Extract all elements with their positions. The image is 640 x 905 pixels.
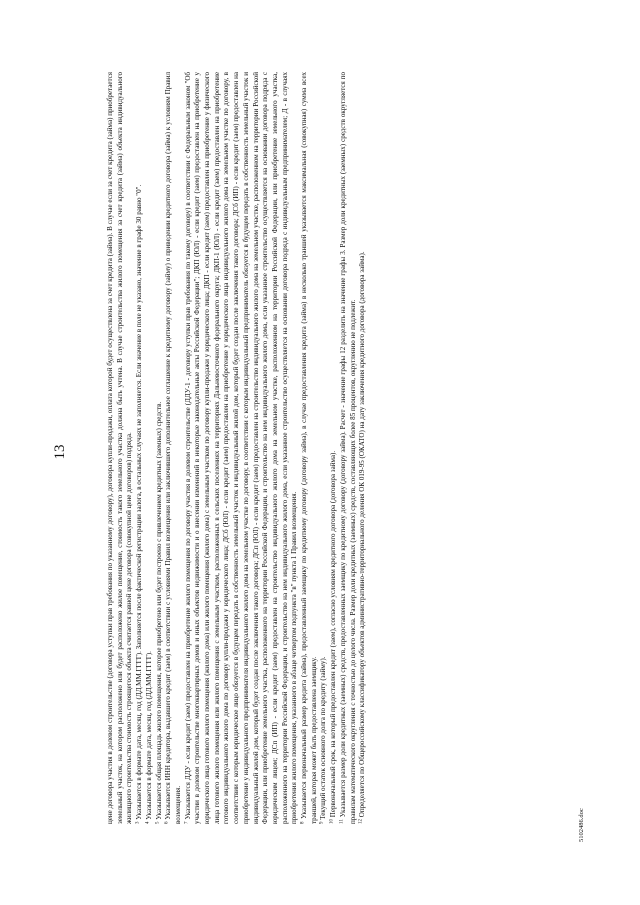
footnote-text: Указывается размер доли кредитных (заемных) средств, предоставленных заемщику по кредитному договору (договору займа). Расчет - значение графы 12 разделить на значение графы 3. Размер доли кредитных (заемных) средств округляется по правилам математического округления с точностью до целого числа. Размер доли кредитных (заемных) средств, составляющих более 85 процентов, округлению не подлежит. bbox=[338, 72, 357, 824]
footnote bbox=[329, 72, 339, 824]
footnote-number: 5 bbox=[155, 821, 161, 824]
footnote-number: 12 bbox=[358, 819, 364, 824]
document-id: 5102486.doc bbox=[578, 808, 585, 842]
rotated-page-content bbox=[50, 62, 590, 842]
footnote bbox=[339, 72, 358, 824]
footnote-text: Указывается общая площадь жилого помещения, которое приобретено или будет построено с привлечением кредитных (заемных) средств. bbox=[154, 401, 163, 822]
footnote-text: Указывается ИНН кредитора, выдавшего кредит (заем) в соответствии с условиями Правил возмещения или заключившего дополнительное соглашение к кредитному договору (займу) о приведении кредитного договора (займа) к условиям Правил возмещения. bbox=[164, 72, 182, 824]
footnote bbox=[358, 72, 368, 824]
footnote-number: 10 bbox=[329, 819, 335, 824]
footnote-number: 6 bbox=[164, 821, 170, 824]
footnote-number: 11 bbox=[339, 819, 345, 824]
page-number: 13 bbox=[52, 444, 68, 460]
footnote bbox=[145, 72, 155, 824]
footnote-number: 9 bbox=[319, 821, 325, 824]
footnote-text: Указывается первоначальный размер кредита (займа), предоставленный заемщику по кредитному договору (договору займа), в случае предоставления кредита (займа) в несколько траншей указывается максимальная (совокупная) сумма всех траншей, которая может быть предоставлена заемщику. bbox=[300, 72, 318, 824]
footnote bbox=[135, 72, 145, 824]
intro-paragraph: цене договора участия в долевом строительстве (договора уступки прав требования по указанному договору), договора купли-продажи, оплата которой будет осуществлена за счет кредита (займа). В случае если за счет кредита (займа) приобретается земельный участок, на котором расположено или будет расположено жилое помещение, стоимость такого земельного участка должна быть учтена. В случае строительства жилого помещения за счет кредита (займа) объекта индивидуального жилищного строительства стоимость строящегося объекта считается равной цене договора (совокупной цене договоров) подряда. bbox=[106, 72, 134, 824]
footnote bbox=[155, 72, 165, 824]
footnote-number: 8 bbox=[300, 821, 306, 824]
footnote-text: Указывается в формате дата, месяц, год (ДД.ММ.ГГГГ). Заполняется после фактической регистрации залога, в остальных случаях не заполняется. Если значение в поле не указано, значение в графе 30 равно "0". bbox=[135, 184, 144, 822]
footnote-text: Определяется по Общероссийскому классификатору объектов административно-территориального деления ОК 019-95 (ОКАТО) на дату заключения кредитного договора (договора займа). bbox=[358, 251, 367, 819]
footnote bbox=[184, 72, 300, 824]
footnote bbox=[319, 72, 329, 824]
footnote-text: Текущий остаток основного долга по кредиту (займу). bbox=[319, 656, 328, 822]
footnotes-list bbox=[135, 72, 368, 824]
footnote-number: 3 bbox=[135, 821, 141, 824]
footnote-number: 7 bbox=[184, 821, 190, 824]
footnote-text: Указывается ДДУ - если кредит (заем) предоставлен на приобретение жилого помещения по договору участия в долевом строительстве (ДДУ-1 - договору уступки прав требования по такому договору) в соответствии с Федеральным законом "Об участии в долевом строительстве многоквартирных домов и иных объектов недвижимости и о внесении изменений в некоторые законодательные акты Российской Федерации"; ДКП (ЮЛ) - если кредит (заем) предоставлен на приобретение у юридического лица готового жилого помещения (жилого дома) или жилого помещения (жилого дома) с земельным участком по договору купли-продажи у юридического лица; ДКП - если кредит (заем) предоставлен на приобретение у физического лица готового жилого помещения или жилого помещения с земельным участком, расположенных в сельских поселениях на территориях Дальневосточного федерального округа; ДКП-1 (ЮЛ) - если кредит (заем) предоставлен на приобретение готового индивидуального жилого дома по договору купли-продажи у юридического лица; ДСб (ЮЛ) - если кредит (заем) предоставлен на приобретение у юридического лица индивидуального жилого дома на земельном участке по договору, в соответствии с которым юридическое лицо обязуется в будущем передать в собственность земельный участок и индивидуальный жилой дом, который будет создан после заключения такого договора; ДСб (ИП) - если кредит (заем) предоставлен на приобретение у индивидуального предпринимателя индивидуального жилого дома на земельном участке по договору, в соответствии с которым индивидуальный предприниматель обязуется в будущем передать в собственность земельный участок и индивидуальный жилой дом, который будет создан после заключения такого договора; ДСп (ЮЛ) - если кредит (заем) предоставлен на строительство индивидуального жилого дома на земельном участке, расположенном на территории Российской Федерации, или приобретение земельного участка, расположенного на территории Российской Федерации, и строительство на нем индивидуального жилого дома, если указанное строительство осуществляется на основании договора подряда с юридическим лицом; ДСп (ИП) - если кредит (заем) предоставлен на строительство индивидуального жилого дома на земельном участке, расположенном на территории Российской Федерации, или приобретение земельного участка, расположенного на территории Российской Федерации, и строительство на нем индивидуального жилого дома, если указанное строительство осуществляется на основании договора подряда с индивидуальным предпринимателем; Д - в случаях приобретения жилого помещения, указанного в абзаце четвертом подпункта "в" пункта 1 Правил возмещения. bbox=[183, 72, 299, 824]
footnote-text: Первоначальный срок, на который предоставлен кредит (заем), согласно условиям кредитного договора (договора займа). bbox=[329, 450, 338, 819]
footnote-text: Указывается в формате дата, месяц, год (ДД.ММ.ГГГГ). bbox=[144, 651, 153, 822]
footnote bbox=[300, 72, 319, 824]
footnote bbox=[164, 72, 183, 824]
footnote-number: 4 bbox=[145, 821, 151, 824]
footnotes-body bbox=[106, 72, 368, 824]
